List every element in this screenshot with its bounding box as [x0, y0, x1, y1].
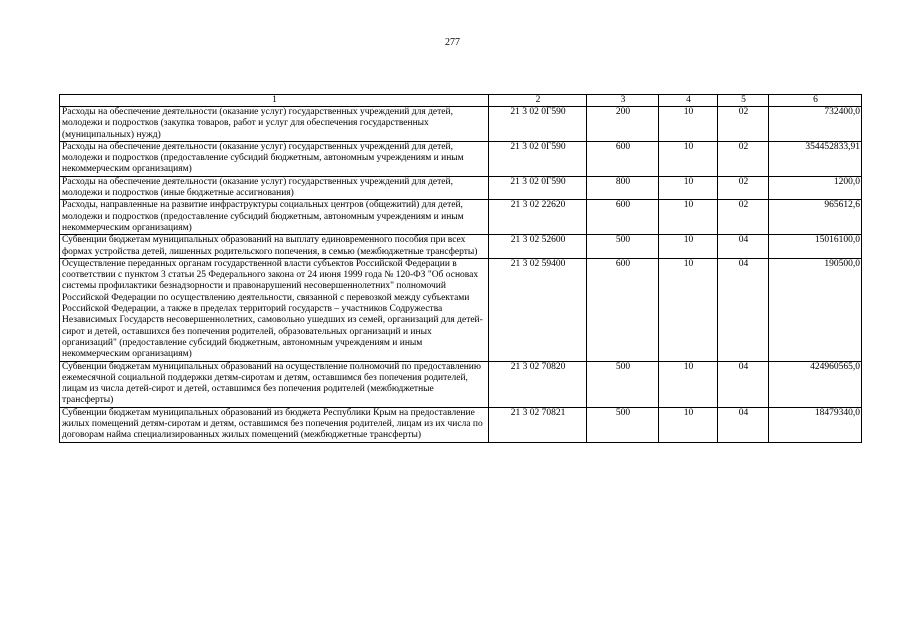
- target-article-code: 21 3 02 70820: [489, 361, 587, 407]
- expense-name: Осуществление переданных органам государственной власти субъектов Российской Федерации в соответствии с пунктом 3 статьи 25 Федерального закона от 24 июня 1999 года № 120-ФЗ "Об основах системы профилактики безнадзорности и правонарушений несовершеннолетних" полномочий Российской Федерации по осуществлению деятельности, связанной с перевозкой между субъектами Российской Федерации, а также в пределах территорий государств – участников Содружества Независимых Государств несовершеннолетних, самовольно ушедших из семей, организаций для детей-сирот и детей, оставшихся без попечения родителей, образовательных организаций и иных организаций" (предоставление субсидий бюджетным, автономным учреждениям и иным некоммерческим организациям): [60, 258, 489, 361]
- section-code: 10: [659, 407, 718, 442]
- section-code: 10: [659, 258, 718, 361]
- column-header: 2: [489, 95, 587, 107]
- amount: 190500,0: [769, 258, 862, 361]
- section-code: 10: [659, 107, 718, 142]
- amount: 18479340,0: [769, 407, 862, 442]
- expense-type-code: 500: [587, 407, 659, 442]
- expense-name: Расходы на обеспечение деятельности (оказание услуг) государственных учреждений для детей, молодежи и подростков (иные бюджетные ассигнования): [60, 176, 489, 200]
- page-number: 277: [445, 37, 460, 48]
- amount: 354452833,91: [769, 141, 862, 176]
- subsection-code: 02: [718, 176, 769, 200]
- subsection-code: 04: [718, 361, 769, 407]
- table-row: [60, 200, 862, 235]
- section-code: 10: [659, 235, 718, 259]
- amount: 424960565,0: [769, 361, 862, 407]
- subsection-code: 04: [718, 258, 769, 361]
- target-article-code: 21 3 02 22620: [489, 200, 587, 235]
- expense-name: Расходы на обеспечение деятельности (оказание услуг) государственных учреждений для детей, молодежи и подростков (предоставление субсидий бюджетным, автономным учреждениям и иным некоммерческим организациям): [60, 141, 489, 176]
- target-article-code: 21 3 02 0Г590: [489, 107, 587, 142]
- table-row: [60, 235, 862, 259]
- subsection-code: 02: [718, 107, 769, 142]
- subsection-code: 04: [718, 235, 769, 259]
- column-header: 4: [659, 95, 718, 107]
- expense-name: Расходы на обеспечение деятельности (оказание услуг) государственных учреждений для детей, молодежи и подростков (закупка товаров, работ и услуг для обеспечения государственных (муниципальных) нужд): [60, 107, 489, 142]
- section-code: 10: [659, 176, 718, 200]
- target-article-code: 21 3 02 70821: [489, 407, 587, 442]
- subsection-code: 02: [718, 141, 769, 176]
- expense-type-code: 500: [587, 235, 659, 259]
- column-header: 1: [60, 95, 489, 107]
- expense-name: Расходы, направленные на развитие инфраструктуры социальных центров (общежитий) для детей, молодежи и подростков (предоставление субсидий бюджетным, автономным учреждениям и иным некоммерческим организациям): [60, 200, 489, 235]
- expense-type-code: 800: [587, 176, 659, 200]
- target-article-code: 21 3 02 0Г590: [489, 176, 587, 200]
- section-code: 10: [659, 200, 718, 235]
- amount: 965612,6: [769, 200, 862, 235]
- expense-name: Субвенции бюджетам муниципальных образований на осуществление полномочий по предоставлению ежемесячной социальной поддержки детям-сиротам и детям, оставшимся без попечения родителей, лицам из числа детей-сирот и детей, оставшимся без попечения родителей (межбюджетные трансферты): [60, 361, 489, 407]
- table-header-row: [60, 95, 862, 107]
- target-article-code: 21 3 02 52600: [489, 235, 587, 259]
- expense-type-code: 200: [587, 107, 659, 142]
- table-row: [60, 107, 862, 142]
- table-row: [60, 361, 862, 407]
- expense-type-code: 600: [587, 258, 659, 361]
- expense-type-code: 600: [587, 200, 659, 235]
- expense-type-code: 600: [587, 141, 659, 176]
- budget-table: [59, 94, 862, 443]
- table-row: [60, 258, 862, 361]
- table-row: [60, 407, 862, 442]
- table-row: [60, 176, 862, 200]
- section-code: 10: [659, 361, 718, 407]
- section-code: 10: [659, 141, 718, 176]
- column-header: 3: [587, 95, 659, 107]
- table-row: [60, 141, 862, 176]
- expense-name: Субвенции бюджетам муниципальных образований на выплату единовременного пособия при всех формах устройства детей, лишенных родительского попечения, в семью (межбюджетные трансферты): [60, 235, 489, 259]
- amount: 1200,0: [769, 176, 862, 200]
- column-header: 5: [718, 95, 769, 107]
- amount: 732400,0: [769, 107, 862, 142]
- amount: 15016100,0: [769, 235, 862, 259]
- target-article-code: 21 3 02 59400: [489, 258, 587, 361]
- expense-name: Субвенции бюджетам муниципальных образований из бюджета Республики Крым на предоставление жилых помещений детям-сиротам и детям, оставшимся без попечения родителей, лицам из их числа по договорам найма специализированных жилых помещений (межбюджетные трансферты): [60, 407, 489, 442]
- subsection-code: 04: [718, 407, 769, 442]
- expense-type-code: 500: [587, 361, 659, 407]
- target-article-code: 21 3 02 0Г590: [489, 141, 587, 176]
- subsection-code: 02: [718, 200, 769, 235]
- column-header: 6: [769, 95, 862, 107]
